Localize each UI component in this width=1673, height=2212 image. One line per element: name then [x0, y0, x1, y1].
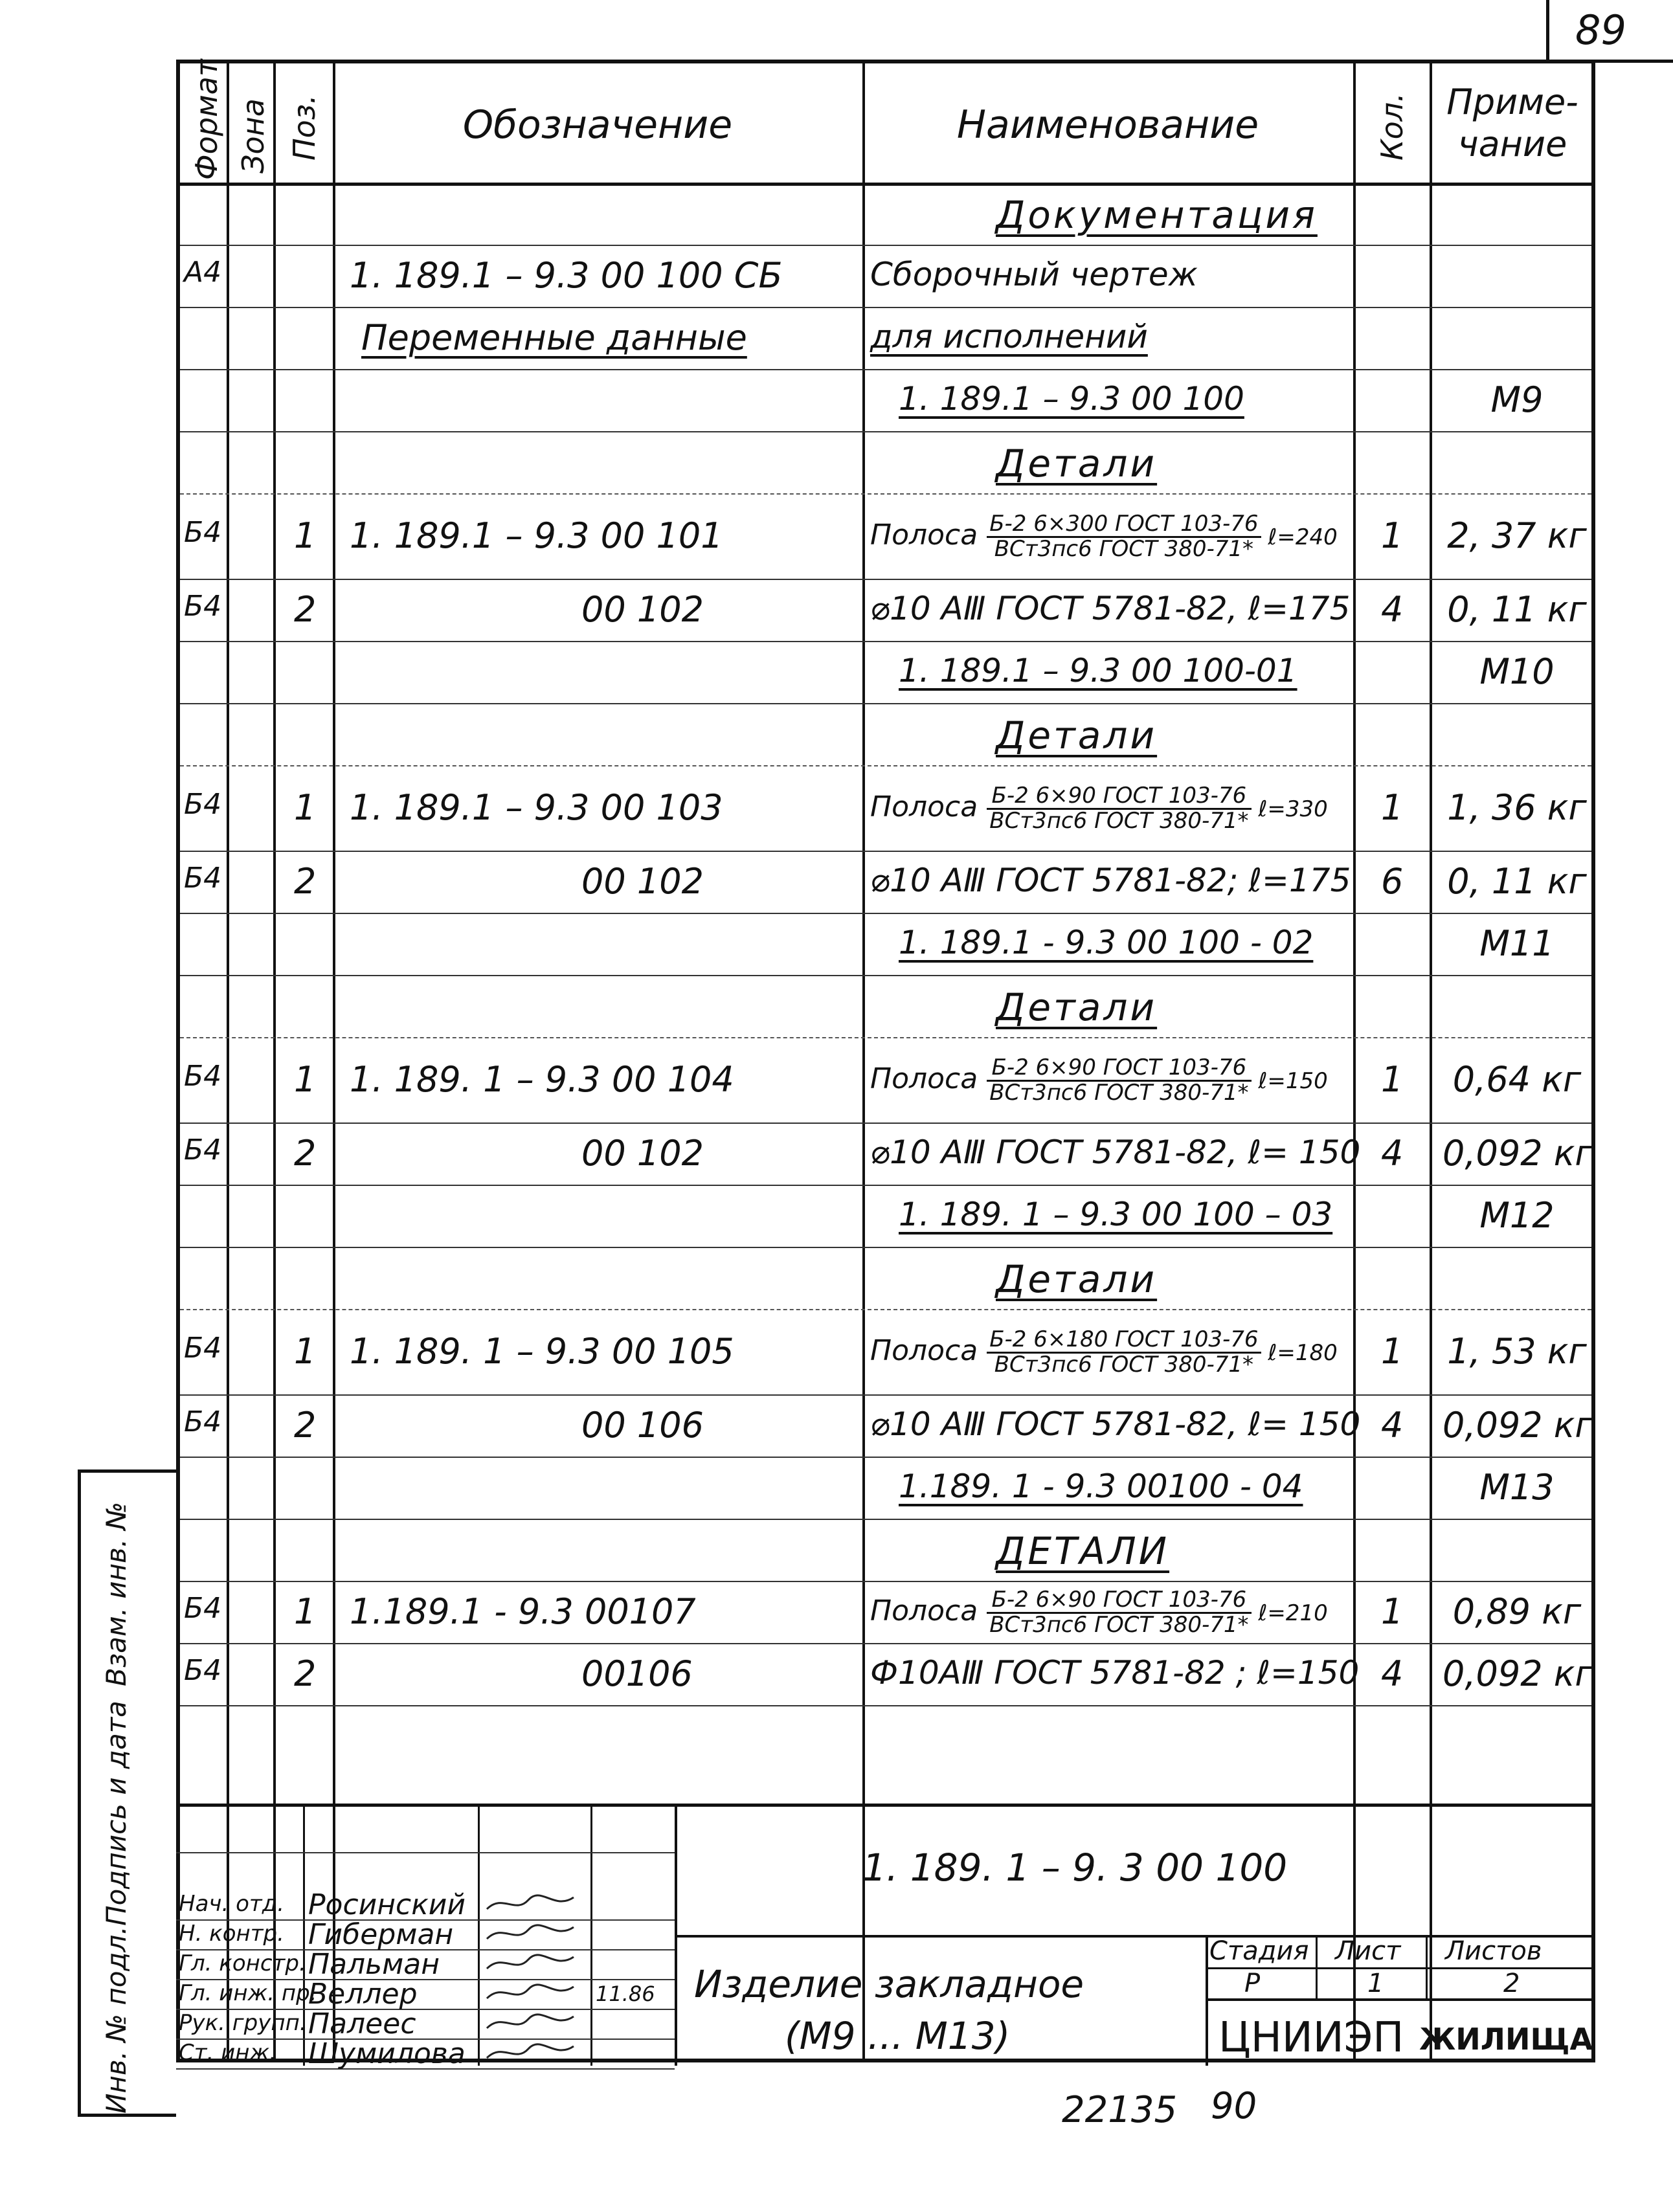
signature-scribble-icon: [483, 1950, 580, 1982]
signer-role: Гл. инж. пр.: [179, 1980, 317, 2006]
header-note: [1430, 82, 1595, 166]
title-block: [176, 1804, 1595, 2070]
table-row: [180, 1643, 1591, 1705]
row-name: [870, 1328, 1338, 1376]
sheets-value: 2: [1503, 1969, 1520, 1998]
row-format: Б4: [184, 862, 222, 895]
header-qty: Кол.: [1375, 93, 1409, 161]
row-name-length: ℓ=180: [1261, 1340, 1338, 1367]
row-name: ⌀10 АⅢ ГОСТ 5781-82, ℓ=175: [870, 590, 1351, 627]
sheets-label: Листов: [1445, 1936, 1542, 1966]
row-note: М11: [1479, 923, 1555, 964]
row-name-prefix: Полоса: [870, 1062, 987, 1096]
date-mark: 11.86: [596, 1982, 655, 2006]
row-designation: 00 102: [581, 589, 704, 630]
table-row: [180, 369, 1591, 431]
sheet-number-box: [1546, 0, 1673, 63]
row-quantity: 1: [1381, 1331, 1404, 1372]
header-note-text: Приме- чание: [1446, 82, 1578, 164]
row-quantity: 6: [1381, 861, 1404, 902]
row-name: [870, 513, 1338, 561]
row-name: Сборочный чертеж: [870, 256, 1198, 293]
doc-code: 1. 189. 1 – 9. 3 00 100: [862, 1846, 1288, 1890]
row-quantity: 4: [1381, 1133, 1404, 1174]
row-name: [870, 1056, 1328, 1104]
row-name: [870, 1589, 1328, 1637]
row-note: 2, 37 кг: [1447, 515, 1587, 556]
row-note: М12: [1479, 1195, 1555, 1236]
table-row: [180, 579, 1591, 641]
stage-value: Р: [1244, 1969, 1261, 1998]
row-position: 2: [294, 1405, 317, 1446]
row-designation: 00106: [581, 1653, 693, 1694]
page-reference: 90: [1211, 2085, 1257, 2127]
org-name-1: ЦНИИЭП: [1218, 2014, 1404, 2062]
row-name: [870, 785, 1328, 832]
fraction-bottom: ВСт3пс6 ГОСТ 380-71*: [989, 807, 1249, 834]
table-row: [180, 1519, 1591, 1581]
signature-scribble-icon: [483, 2010, 580, 2042]
signer-role: Н. контр.: [179, 1921, 284, 1947]
fraction-bottom: ВСт3пс6 ГОСТ 380-71*: [989, 1079, 1249, 1106]
table-row: [180, 1185, 1591, 1247]
row-name-length: ℓ=240: [1261, 524, 1338, 551]
row-name-length: ℓ=150: [1251, 1068, 1328, 1095]
table-row: [180, 1457, 1591, 1519]
row-designation: 1. 189.1 – 9.3 00 100 СБ: [350, 255, 783, 296]
side-inv-orig: Инв. № подл.: [100, 1926, 132, 2114]
row-name: для исполнений: [870, 318, 1148, 355]
table-row: [180, 1581, 1591, 1643]
signer-name: Веллер: [308, 1978, 418, 2011]
row-note: 0,092 кг: [1443, 1405, 1593, 1446]
row-quantity: 4: [1381, 1405, 1404, 1446]
row-position: 1: [294, 515, 317, 556]
fraction-top: Б-2 6×90 ГОСТ 103-76: [987, 1589, 1251, 1614]
sheet-number: 89: [1575, 6, 1626, 54]
row-note: 0,092 кг: [1443, 1653, 1593, 1694]
side-replace-inv: Взам. инв. №: [100, 1501, 132, 1686]
row-format: Б4: [184, 1654, 222, 1687]
row-quantity: 4: [1381, 1653, 1404, 1694]
row-note: М13: [1479, 1467, 1555, 1508]
table-row: [180, 183, 1591, 245]
signer-role: Ст. инж.: [179, 2040, 276, 2066]
fraction-bottom: ВСт3пс6 ГОСТ 380-71*: [994, 535, 1254, 562]
row-name-fraction: [987, 513, 1261, 561]
row-name: 1.189. 1 - 9.3 00100 - 04: [899, 1468, 1303, 1505]
row-name: Детали: [996, 1257, 1158, 1301]
signature-scribble-icon: [483, 1891, 580, 1923]
row-format: Б4: [184, 788, 222, 821]
row-name: 1. 189. 1 – 9.3 00 100 – 03: [899, 1196, 1333, 1233]
table-row: [180, 1037, 1591, 1123]
row-note: 0,092 кг: [1443, 1133, 1593, 1174]
row-format: Б4: [184, 1060, 222, 1093]
table-row: [180, 307, 1591, 369]
fraction-top: Б-2 6×300 ГОСТ 103-76: [987, 513, 1261, 538]
sheet-value: 1: [1367, 1969, 1384, 1998]
fraction-bottom: ВСт3пс6 ГОСТ 380-71*: [994, 1351, 1254, 1378]
row-note: 1, 53 кг: [1447, 1331, 1587, 1372]
row-name-fraction: [987, 1328, 1261, 1376]
specification-table: [176, 60, 1595, 2062]
table-row: [180, 641, 1591, 703]
row-note: 0, 11 кг: [1447, 861, 1587, 902]
table-row: [180, 1123, 1591, 1185]
row-designation: 1. 189. 1 – 9.3 00 105: [350, 1331, 734, 1372]
row-format: Б4: [184, 1134, 222, 1167]
row-name: 1. 189.1 - 9.3 00 100 - 02: [899, 924, 1314, 961]
archive-number: 22135: [1062, 2089, 1178, 2131]
row-format: Б4: [184, 516, 222, 549]
fraction-top: Б-2 6×90 ГОСТ 103-76: [987, 785, 1251, 810]
signer-role: Рук. групп.: [179, 2010, 307, 2036]
row-name: Детали: [996, 441, 1158, 486]
table-row: [180, 765, 1591, 851]
stage-label: Стадия: [1209, 1936, 1309, 1966]
table-row: [180, 851, 1591, 913]
row-note: М10: [1479, 651, 1555, 692]
row-name-length: ℓ=330: [1251, 796, 1328, 823]
header-name: Наименование: [956, 102, 1259, 148]
row-designation: 00 102: [581, 861, 704, 902]
row-position: 2: [294, 1133, 317, 1174]
row-position: 2: [294, 861, 317, 902]
table-row: [180, 431, 1591, 493]
sheet-label: Лист: [1335, 1936, 1401, 1966]
row-format: Б4: [184, 1332, 222, 1365]
org-name-2: ЖИЛИЩА: [1419, 2022, 1593, 2057]
signature-scribble-icon: [483, 1921, 580, 1952]
row-name: Детали: [996, 985, 1158, 1029]
row-position: 1: [294, 1591, 317, 1632]
row-name: ⌀10 АⅢ ГОСТ 5781-82; ℓ=175: [870, 862, 1351, 899]
row-format: А4: [184, 256, 222, 289]
row-name: 1. 189.1 – 9.3 00 100-01: [899, 652, 1297, 689]
signer-role: Гл. констр.: [179, 1950, 306, 1976]
side-sign-date: Подпись и дата: [100, 1701, 132, 1926]
row-designation: 00 106: [581, 1405, 704, 1446]
row-designation: Переменные данные: [361, 317, 747, 358]
table-row: [180, 1394, 1591, 1457]
table-row: [180, 493, 1591, 579]
row-quantity: 1: [1381, 1591, 1404, 1632]
row-name-prefix: Полоса: [870, 790, 987, 824]
row-name-fraction: [987, 1589, 1251, 1637]
row-designation: 1. 189.1 – 9.3 00 103: [350, 787, 723, 828]
row-position: 1: [294, 1059, 317, 1100]
row-position: 2: [294, 1653, 317, 1694]
product-line2: (М9 ... М13): [785, 2014, 1011, 2058]
row-format: Б4: [184, 590, 222, 623]
row-name: ⌀10 АⅢ ГОСТ 5781-82, ℓ= 150: [870, 1405, 1361, 1443]
row-name: ДЕТАЛИ: [996, 1529, 1170, 1573]
row-quantity: 1: [1381, 515, 1404, 556]
row-note: 0, 11 кг: [1447, 589, 1587, 630]
signer-name: Росинский: [308, 1888, 466, 1921]
row-note: 0,64 кг: [1452, 1059, 1582, 1100]
row-name: Ф10АⅢ ГОСТ 5781-82 ; ℓ=150: [870, 1654, 1360, 1692]
row-position: 1: [294, 1331, 317, 1372]
side-stamp: [78, 1469, 176, 2117]
fraction-top: Б-2 6×180 ГОСТ 103-76: [987, 1328, 1261, 1354]
row-name-prefix: Полоса: [870, 1334, 987, 1368]
header-designation: Обозначение: [462, 102, 733, 148]
table-row: [180, 1247, 1591, 1309]
signer-name: Пальман: [308, 1948, 440, 1981]
signer-name: Шумилова: [308, 2037, 466, 2070]
signature-scribble-icon: [483, 1980, 580, 2012]
product-line1: Изделие закладное: [694, 1962, 1084, 2006]
header-format: Формат: [189, 59, 224, 180]
row-format: Б4: [184, 1405, 222, 1438]
row-quantity: 1: [1381, 1059, 1404, 1100]
row-name-length: ℓ=210: [1251, 1600, 1328, 1627]
row-name: Документация: [996, 193, 1318, 237]
signer-name: Палеес: [308, 2007, 416, 2040]
row-name: ⌀10 АⅢ ГОСТ 5781-82, ℓ= 150: [870, 1134, 1361, 1171]
signer-role: Нач. отд.: [179, 1891, 285, 1917]
row-format: Б4: [184, 1592, 222, 1625]
row-designation: 1.189.1 - 9.3 00107: [350, 1591, 696, 1632]
row-designation: 1. 189. 1 – 9.3 00 104: [350, 1059, 734, 1100]
row-note: М9: [1490, 379, 1544, 420]
row-position: 2: [294, 589, 317, 630]
table-row: [180, 245, 1591, 307]
row-quantity: 1: [1381, 787, 1404, 828]
table-row: [180, 913, 1591, 975]
row-name-prefix: Полоса: [870, 1594, 987, 1628]
signature-scribble-icon: [483, 2040, 580, 2072]
fraction-bottom: ВСт3пс6 ГОСТ 380-71*: [989, 1611, 1249, 1638]
row-quantity: 4: [1381, 589, 1404, 630]
row-position: 1: [294, 787, 317, 828]
row-designation: 00 102: [581, 1133, 704, 1174]
header-pos: Поз.: [287, 95, 322, 161]
table-row: [180, 975, 1591, 1037]
row-designation: 1. 189.1 – 9.3 00 101: [350, 515, 723, 556]
table-row: [180, 1309, 1591, 1394]
row-name: Детали: [996, 713, 1158, 757]
row-name-prefix: Полоса: [870, 519, 987, 552]
header-zone: Зона: [236, 98, 271, 173]
signer-name: Гиберман: [308, 1918, 454, 1951]
row-name-fraction: [987, 1056, 1251, 1104]
row-note: 0,89 кг: [1452, 1591, 1582, 1632]
row-name: 1. 189.1 – 9.3 00 100: [899, 380, 1244, 418]
row-note: 1, 36 кг: [1447, 787, 1587, 828]
fraction-top: Б-2 6×90 ГОСТ 103-76: [987, 1056, 1251, 1082]
table-row: [180, 703, 1591, 765]
row-name-fraction: [987, 785, 1251, 832]
